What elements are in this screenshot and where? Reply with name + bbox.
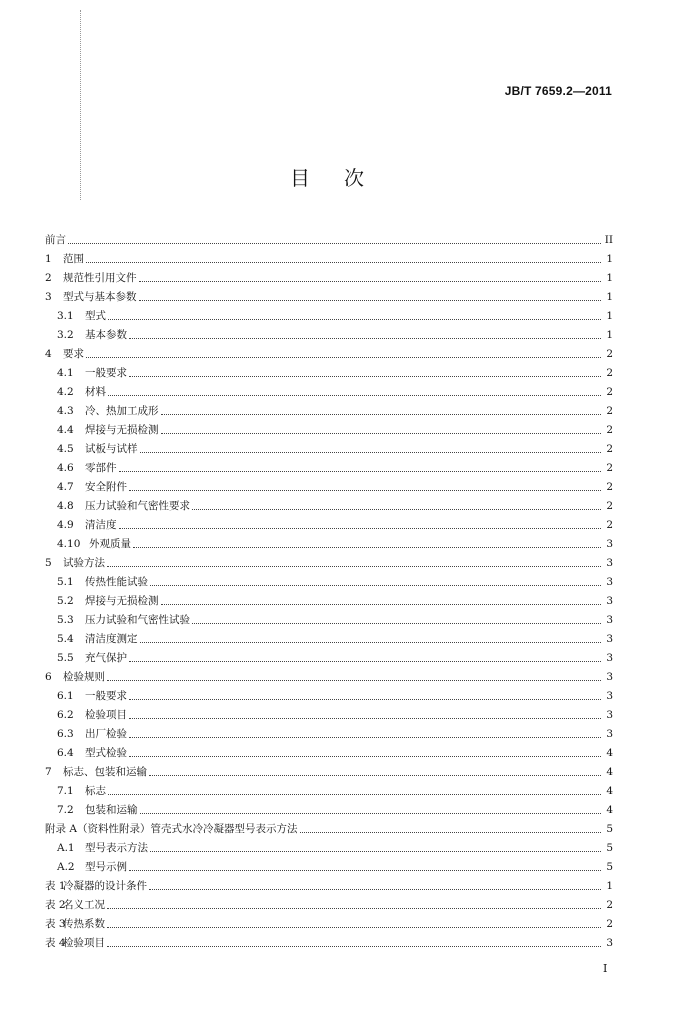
toc-entry[interactable] <box>45 494 613 513</box>
toc-leader-dots <box>129 489 601 491</box>
toc-entry[interactable] <box>45 323 613 342</box>
toc-entry-label: 名义工况 <box>63 899 105 911</box>
toc-entry-page: 3 <box>606 690 613 702</box>
toc-entry-page: 2 <box>606 405 613 417</box>
toc-entry[interactable] <box>45 608 613 627</box>
toc-entry[interactable] <box>45 418 613 437</box>
toc-entry-number: 3.2 <box>57 329 74 341</box>
toc-entry-number: A.2 <box>57 861 75 873</box>
toc-entry-page: 5 <box>606 823 613 835</box>
toc-entry-page: 4 <box>606 804 613 816</box>
binding-margin-marks <box>80 10 82 200</box>
toc-entry-label: 检验规则 <box>63 671 105 683</box>
toc-entry-number: 4.8 <box>57 500 74 512</box>
toc-entry-label: 型式与基本参数 <box>63 291 137 303</box>
toc-leader-dots <box>107 926 601 928</box>
toc-entry-number: 6.4 <box>57 747 74 759</box>
toc-leader-dots <box>149 774 601 776</box>
toc-leader-dots <box>108 394 601 396</box>
toc-entry-number: 6.2 <box>57 709 74 721</box>
toc-entry[interactable] <box>45 532 613 551</box>
toc-entry-number: 5.4 <box>57 633 74 645</box>
toc-entry-number: 表 4 <box>45 937 66 949</box>
toc-leader-dots <box>149 888 601 890</box>
toc-entry[interactable] <box>45 855 613 874</box>
toc-entry-number: 4.2 <box>57 386 74 398</box>
toc-entry[interactable] <box>45 475 613 494</box>
toc-entry-page: 2 <box>606 918 613 930</box>
toc-entry-page: 3 <box>606 937 613 949</box>
toc-entry-label: 压力试验和气密性试验 <box>85 614 190 626</box>
page-number: I <box>603 962 608 975</box>
toc-entry-label: 外观质量 <box>89 538 131 550</box>
toc-entry[interactable] <box>45 760 613 779</box>
toc-leader-dots <box>150 584 601 586</box>
toc-leader-dots <box>119 527 602 529</box>
toc-entry-label: 型号表示方法 <box>85 842 148 854</box>
toc-entry[interactable] <box>45 874 613 893</box>
toc-entry-number: 5.1 <box>57 576 74 588</box>
toc-entry-label: 材料 <box>85 386 106 398</box>
toc-entry-number: 4 <box>45 348 52 360</box>
toc-entry-page: 1 <box>606 291 613 303</box>
toc-entry-label: 检验项目 <box>63 937 105 949</box>
toc-leader-dots <box>129 717 601 719</box>
toc-leader-dots <box>161 413 602 415</box>
toc-entry[interactable] <box>45 646 613 665</box>
toc-entry-label: 清洁度 <box>85 519 117 531</box>
toc-entry-page: 3 <box>606 671 613 683</box>
toc-entry-label: 试板与试样 <box>85 443 138 455</box>
toc-entry-page: 1 <box>606 310 613 322</box>
toc-leader-dots <box>140 812 602 814</box>
toc-entry-label: 标志、包装和运输 <box>63 766 147 778</box>
toc-entry[interactable] <box>45 361 613 380</box>
toc-leader-dots <box>161 603 602 605</box>
toc-leader-dots <box>129 337 601 339</box>
toc-entry[interactable] <box>45 228 613 247</box>
toc-leader-dots <box>139 299 602 301</box>
toc-leader-dots <box>107 565 601 567</box>
toc-entry-page: 2 <box>606 462 613 474</box>
toc-entry-page: II <box>604 234 613 246</box>
toc-leader-dots <box>300 831 602 833</box>
toc-entry[interactable] <box>45 779 613 798</box>
toc-entry-number: 附录 A <box>45 823 77 835</box>
toc-entry-page: 4 <box>606 785 613 797</box>
toc-entry[interactable] <box>45 741 613 760</box>
toc-entry[interactable] <box>45 893 613 912</box>
toc-entry-page: 2 <box>606 348 613 360</box>
toc-entry-label: 冷凝器的设计条件 <box>63 880 147 892</box>
toc-entry-label: 出厂检验 <box>85 728 127 740</box>
toc-entry-number: 4.1 <box>57 367 74 379</box>
toc-entry-number: 5.3 <box>57 614 74 626</box>
toc-entry[interactable] <box>45 513 613 532</box>
toc-entry-label: 充气保护 <box>85 652 127 664</box>
toc-entry-page: 2 <box>606 500 613 512</box>
toc-leader-dots <box>108 318 601 320</box>
toc-entry-page: 1 <box>606 329 613 341</box>
toc-entry-label: 焊接与无损检测 <box>85 595 159 607</box>
toc-entry-page: 5 <box>606 842 613 854</box>
toc-entry[interactable] <box>45 437 613 456</box>
toc-entry-number: 5 <box>45 557 52 569</box>
toc-leader-dots <box>161 432 602 434</box>
toc-entry-number: 3.1 <box>57 310 74 322</box>
toc-entry-page: 3 <box>606 652 613 664</box>
toc-entry-page: 1 <box>606 880 613 892</box>
toc-entry-number: 4.6 <box>57 462 74 474</box>
toc-entry-number: 6.1 <box>57 690 74 702</box>
toc-entry-label: 一般要求 <box>85 367 127 379</box>
toc-entry[interactable] <box>45 570 613 589</box>
toc-entry-label: 清洁度测定 <box>85 633 138 645</box>
toc-entry-page: 3 <box>606 614 613 626</box>
toc-entry-page: 1 <box>606 272 613 284</box>
toc-entry-label: 传热系数 <box>63 918 105 930</box>
toc-entry-page: 3 <box>606 709 613 721</box>
toc-entry-number: 3 <box>45 291 52 303</box>
toc-entry[interactable] <box>45 380 613 399</box>
toc-entry-number: 6.3 <box>57 728 74 740</box>
toc-leader-dots <box>107 945 601 947</box>
toc-leader-dots <box>129 736 601 738</box>
toc-entry-number: 4.3 <box>57 405 74 417</box>
table-of-contents <box>45 228 613 950</box>
toc-entry-number: 4.10 <box>57 538 81 550</box>
toc-entry-page: 2 <box>606 899 613 911</box>
toc-entry[interactable] <box>45 247 613 266</box>
toc-entry[interactable] <box>45 798 613 817</box>
toc-leader-dots <box>140 451 602 453</box>
toc-entry-number: 4.9 <box>57 519 74 531</box>
toc-leader-dots <box>129 869 601 871</box>
toc-leader-dots <box>119 470 602 472</box>
toc-leader-dots <box>129 698 601 700</box>
standard-code: JB/T 7659.2—2011 <box>504 84 612 98</box>
toc-leader-dots <box>139 280 602 282</box>
toc-leader-dots <box>140 641 602 643</box>
toc-entry[interactable] <box>45 817 613 836</box>
toc-leader-dots <box>86 261 601 263</box>
toc-leader-dots <box>86 356 601 358</box>
toc-entry[interactable] <box>45 684 613 703</box>
toc-entry-label: 型式 <box>85 310 106 322</box>
toc-entry-number: 表 1 <box>45 880 66 892</box>
toc-entry-label: 压力试验和气密性要求 <box>85 500 190 512</box>
toc-entry[interactable] <box>45 456 613 475</box>
toc-entry[interactable] <box>45 589 613 608</box>
toc-leader-dots <box>192 622 601 624</box>
toc-entry[interactable] <box>45 399 613 418</box>
toc-entry-label: 包装和运输 <box>85 804 138 816</box>
toc-entry[interactable] <box>45 703 613 722</box>
toc-entry[interactable] <box>45 304 613 323</box>
toc-entry-label: 范围 <box>63 253 84 265</box>
toc-leader-dots <box>129 375 601 377</box>
toc-entry-label: 标志 <box>85 785 106 797</box>
toc-leader-dots <box>133 546 601 548</box>
toc-entry-number: 5.2 <box>57 595 74 607</box>
toc-entry[interactable] <box>45 266 613 285</box>
toc-entry[interactable] <box>45 836 613 855</box>
toc-entry[interactable] <box>45 912 613 931</box>
toc-entry[interactable] <box>45 665 613 684</box>
toc-entry-number: 7.2 <box>57 804 74 816</box>
toc-entry-label: 要求 <box>63 348 84 360</box>
toc-entry-number: 4.7 <box>57 481 74 493</box>
toc-leader-dots <box>68 242 601 244</box>
toc-entry-page: 2 <box>606 519 613 531</box>
toc-entry-label: 型号示例 <box>85 861 127 873</box>
toc-entry-page: 2 <box>606 386 613 398</box>
toc-entry-label: 基本参数 <box>85 329 127 341</box>
toc-entry[interactable] <box>45 931 613 950</box>
toc-entry[interactable] <box>45 722 613 741</box>
toc-entry-number: 4.5 <box>57 443 74 455</box>
toc-entry[interactable] <box>45 342 613 361</box>
toc-entry[interactable] <box>45 285 613 304</box>
toc-entry-page: 4 <box>606 766 613 778</box>
toc-entry-label: 检验项目 <box>85 709 127 721</box>
toc-entry-label: 试验方法 <box>63 557 105 569</box>
toc-entry-label: 一般要求 <box>85 690 127 702</box>
toc-entry-page: 5 <box>606 861 613 873</box>
page-title: 目次 <box>290 166 398 190</box>
toc-entry-page: 3 <box>606 538 613 550</box>
toc-leader-dots <box>107 679 601 681</box>
toc-entry-number: A.1 <box>57 842 75 854</box>
toc-entry-label: 型式检验 <box>85 747 127 759</box>
toc-entry-number: 4.4 <box>57 424 74 436</box>
toc-entry-number: 7 <box>45 766 52 778</box>
toc-leader-dots <box>129 660 601 662</box>
toc-entry-label: 规范性引用文件 <box>63 272 137 284</box>
toc-entry-page: 3 <box>606 633 613 645</box>
toc-entry-page: 2 <box>606 367 613 379</box>
toc-entry-number: 2 <box>45 272 52 284</box>
toc-entry-page: 2 <box>606 424 613 436</box>
toc-entry-page: 3 <box>606 595 613 607</box>
toc-entry-page: 3 <box>606 576 613 588</box>
toc-entry-label: 传热性能试验 <box>85 576 148 588</box>
toc-entry-label: 焊接与无损检测 <box>85 424 159 436</box>
toc-entry-page: 2 <box>606 443 613 455</box>
toc-entry-label: 安全附件 <box>85 481 127 493</box>
toc-entry-label: 冷、热加工成形 <box>85 405 159 417</box>
toc-entry-number: 表 2 <box>45 899 66 911</box>
toc-leader-dots <box>129 755 601 757</box>
toc-entry-page: 2 <box>606 481 613 493</box>
toc-leader-dots <box>150 850 601 852</box>
toc-entry[interactable] <box>45 551 613 570</box>
toc-entry-number: 6 <box>45 671 52 683</box>
toc-entry-number: 5.5 <box>57 652 74 664</box>
toc-entry-number: 表 3 <box>45 918 66 930</box>
toc-leader-dots <box>192 508 601 510</box>
toc-entry-label: 零部件 <box>85 462 117 474</box>
toc-leader-dots <box>108 793 601 795</box>
toc-entry-number: 7.1 <box>57 785 74 797</box>
toc-entry-page: 3 <box>606 557 613 569</box>
toc-leader-dots <box>107 907 601 909</box>
toc-entry-number: 1 <box>45 253 52 265</box>
toc-entry-label: 前言 <box>45 234 66 246</box>
toc-entry-label: （资料性附录）管壳式水冷冷凝器型号表示方法 <box>77 823 298 835</box>
toc-entry[interactable] <box>45 627 613 646</box>
toc-entry-page: 4 <box>606 747 613 759</box>
toc-entry-page: 3 <box>606 728 613 740</box>
toc-entry-page: 1 <box>606 253 613 265</box>
